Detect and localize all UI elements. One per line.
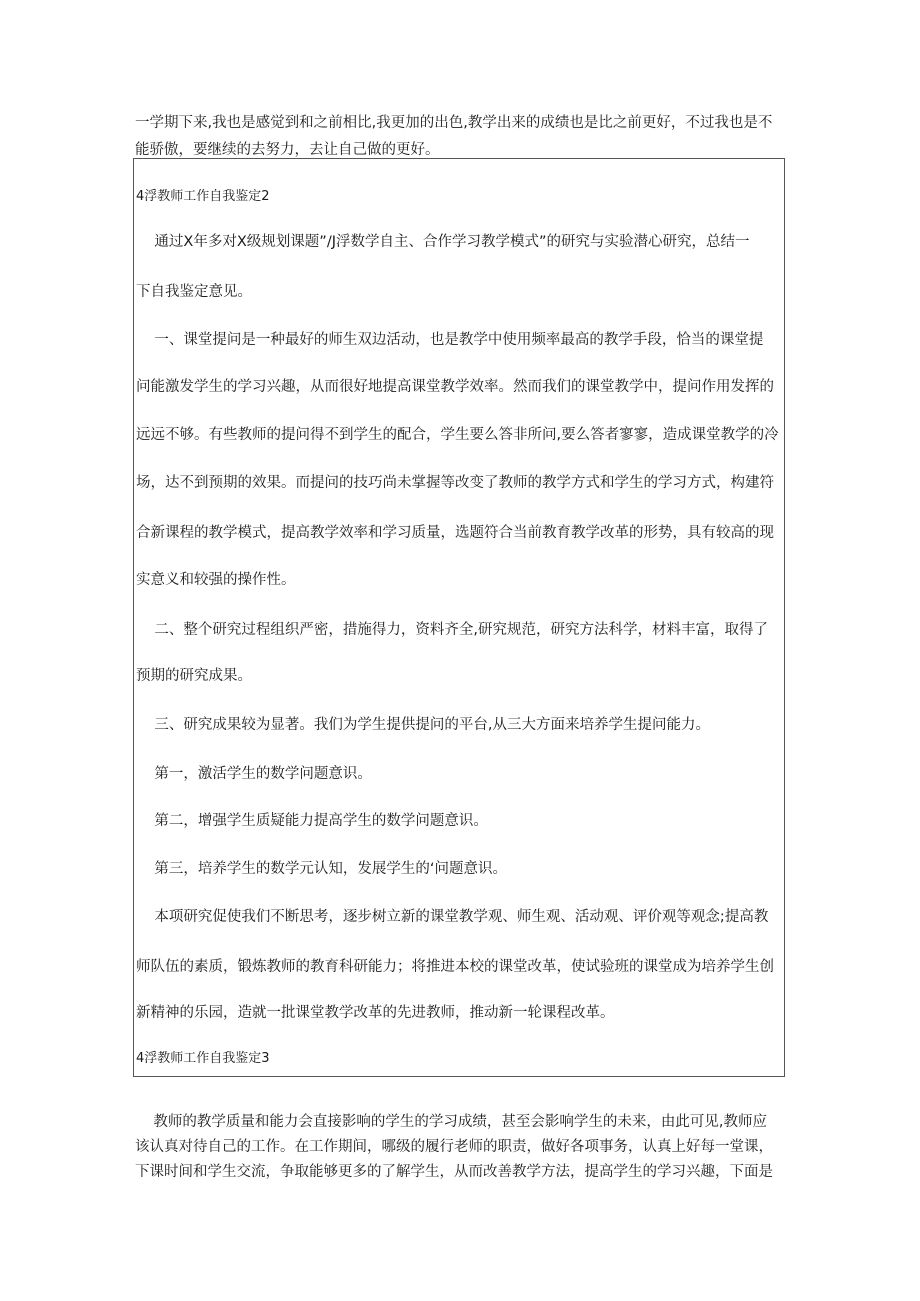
text-line: 师队伍的素质，锻炼教师的教育科研能力；将推进本校的课堂改革，使试验班的课堂成为培养学生创 (136, 959, 774, 975)
text-line: 本项研究促使我们不断思考，逐步树立新的课堂教学观、师生观、活动观、评价观等观念;提高教 (136, 909, 769, 925)
intro-paragraph (135, 110, 785, 164)
text-line: 通过X年多对X级规划课题”/J浮数学自主、合作学习教学模式”的研究与实验潜心研究，总结一 (136, 234, 750, 250)
text-line: 远远不够。有些教师的提问得不到学生的配合，学生要么答非所问,要么答者寥寥，造成课堂教学的冷 (136, 427, 779, 443)
text-line: 三、研究成果较为显著。我们为学生提供提问的平台,从三大方面来培养学生提问能力。 (136, 717, 711, 733)
text-line: 第二，增强学生质疑能力提高学生的数学问题意识。 (136, 813, 488, 829)
outro-line: 该认真对待自己的工作。在工作期间，哪级的履行老师的职责，做好各项事务，认真上好每一堂课， (135, 1139, 773, 1155)
text-line: 第一，激活学生的数学问题意识。 (136, 766, 372, 782)
intro-line: 一学期下来,我也是感觉到和之前相比,我更加的出色,教学出来的成绩也是比之前更好，不过我也是不 (135, 115, 773, 131)
outro-line: 教师的教学质量和能力会直接影响的学生的学习成绩，甚至会影响学生的未来，由此可见,教师应 (135, 1114, 768, 1130)
text-line: 新精神的乐园，造就一批课堂教学改革的先进教师，推动新一轮课程改革。 (136, 1005, 615, 1021)
text-line: 问能激发学生的学习兴趣，从而很好地提高课堂教学效率。然而我们的课堂教学中，提问作用发挥的 (136, 379, 774, 395)
text-line: 第三，培养学生的数学元认知，发展学生的‘问题意识。 (136, 861, 508, 877)
text-line: 场，达不到预期的效果。而提问的技巧尚未掌握等改变了教师的教学方式和学生的学习方式，构建符 (136, 475, 774, 491)
section-heading: 4浮教师工作自我鉴定3 (136, 1051, 270, 1066)
text-line: 实意义和较强的操作性。 (136, 572, 296, 588)
text-line: 预期的研究成果。 (136, 668, 252, 684)
text-line: 一、课堂提问是一种最好的师生双边活动，也是教学中使用频率最高的教学手段，恰当的课堂提 (136, 332, 764, 348)
text-line: 合新课程的教学模式，提高教学效率和学习质量，选题符合当前教育教学改革的形势，具有较高的现 (136, 525, 774, 541)
outro-line: 下课时间和学生交流，争取能够更多的了解学生，从而改善教学方法，提高学生的学习兴趣，下面是 (135, 1164, 773, 1180)
intro-line: 能骄傲，要继续的去努力，去让自己做的更好。 (135, 142, 440, 158)
text-line: 二、整个研究过程组织严密，措施得力，资料齐全,研究规范，研究方法科学，材料丰富，取得了 (136, 622, 769, 638)
text-line: 下自我鉴定意见。 (136, 284, 252, 300)
outro-paragraph (135, 1110, 785, 1185)
bordered-text-box (133, 158, 785, 1077)
section-heading: 4浮教师工作自我鉴定2 (136, 189, 270, 204)
